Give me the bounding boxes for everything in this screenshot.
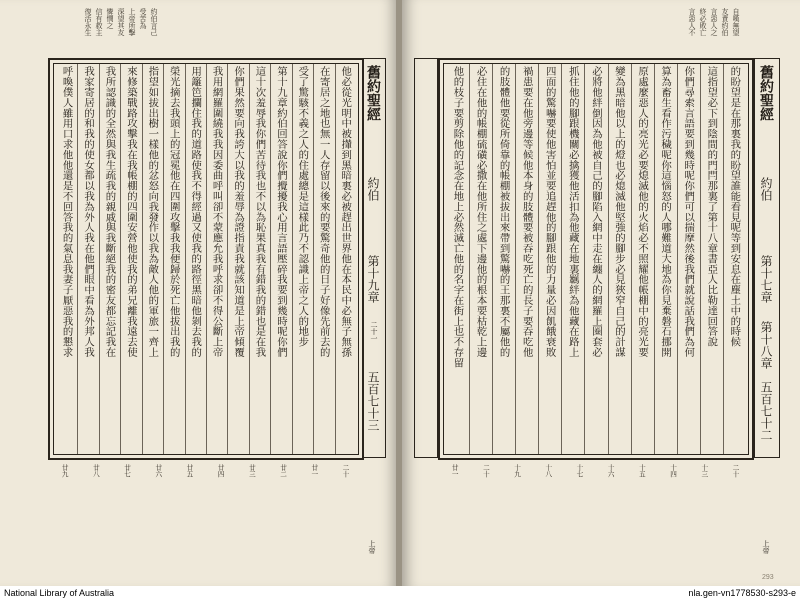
left-reference-label: 廿五 bbox=[184, 464, 193, 478]
right-text-column: 必將他絆倒因為他被自己的腳陷入網中走在纏人的網羅上圈套必 bbox=[589, 66, 602, 358]
right-text-column: 算為畜生看作污穢呢你這惱怒的人哪難道大地為你見棄磐石挪開 bbox=[659, 66, 672, 358]
right-reference-rows bbox=[438, 462, 750, 572]
left-reference-label: 二十 bbox=[340, 464, 349, 478]
left-column-rule bbox=[270, 64, 271, 454]
right-reference-label: 十四 bbox=[668, 464, 677, 478]
left-text-column: 我用網羅圍繞我我因委曲呼叫卻不蒙應允我呼求卻不得公斷上帝 bbox=[210, 66, 223, 358]
left-column-rule bbox=[227, 64, 228, 454]
left-reference-label: 廿八 bbox=[91, 464, 100, 478]
left-reference-label: 廿六 bbox=[153, 464, 162, 478]
right-book-name: 約伯 bbox=[759, 177, 773, 201]
left-bottom-mark: 上帝 bbox=[368, 540, 376, 554]
left-text-column: 用籬笆攔住我的道路使我不得經過又使我的路徑黑暗他剝去我的 bbox=[189, 66, 202, 358]
left-reference-rows bbox=[48, 462, 360, 572]
left-chapter-sub: 二十一 bbox=[370, 321, 378, 342]
right-column-rule bbox=[700, 64, 701, 454]
left-chapter: 第十九章 bbox=[366, 255, 380, 303]
left-reference-label: 廿一 bbox=[309, 464, 318, 478]
left-column-rule bbox=[313, 64, 314, 454]
left-header-note: 上帝所擊 bbox=[128, 8, 136, 36]
right-reference-label: 十七 bbox=[574, 464, 583, 478]
left-book-name: 約伯 bbox=[366, 177, 380, 201]
right-column-rule bbox=[677, 64, 678, 454]
left-header-note: 憐憫之 bbox=[106, 8, 114, 29]
left-text-column: 你們果然要向我誇大以我的羞辱為證指責我就該知道是上帝傾覆 bbox=[232, 66, 245, 358]
right-header-note: 終必敗亡 bbox=[699, 8, 707, 36]
right-header-note: 自嘆無望 bbox=[732, 8, 740, 36]
page-stamp: 293 bbox=[762, 574, 774, 581]
left-columns bbox=[56, 64, 356, 454]
right-reference-label: 廿一 bbox=[450, 464, 459, 478]
right-header-note: 友責約伯 bbox=[721, 8, 729, 36]
right-text-column: 抓住他的腳跟機關必擒獲他活扣為他藏在地裏羈絆為他藏在路上 bbox=[566, 66, 579, 358]
left-column-rule bbox=[77, 64, 78, 454]
right-column-rule bbox=[469, 64, 470, 454]
right-text-column: 四面的驚嚇要使他害怕並要追趕他的腳跟他的力量必因飢餓衰敗 bbox=[543, 66, 556, 358]
right-side-strip bbox=[754, 58, 780, 458]
left-header-note: 受苦為 bbox=[139, 8, 147, 29]
left-text-column: 受了驚駭不義之人的住處總是這樣此乃不認識上帝之人的地步 bbox=[296, 66, 309, 347]
right-reference-label: 十九 bbox=[512, 464, 521, 478]
left-side-strip bbox=[362, 58, 386, 458]
right-text-frame bbox=[438, 58, 754, 460]
right-running-head: 舊約聖經 bbox=[758, 65, 774, 121]
right-reference-label: 十三 bbox=[699, 464, 708, 478]
left-header-note: 復活永生 bbox=[84, 8, 92, 36]
right-chapter-a: 第十七章 bbox=[759, 255, 773, 303]
right-reference-label: 十五 bbox=[637, 464, 646, 478]
left-reference-label: 廿四 bbox=[216, 464, 225, 478]
left-column-rule bbox=[206, 64, 207, 454]
left-text-column: 在寄居之地也無一人存留以後來的要驚奇他的日子好像先前去的 bbox=[317, 66, 330, 358]
footer-bar bbox=[0, 586, 800, 600]
footer-identifier: nla.gen-vn1778530-s293-e bbox=[688, 588, 796, 598]
right-column-rule bbox=[515, 64, 516, 454]
left-page bbox=[0, 0, 398, 586]
left-page-number: 五百七十三 bbox=[366, 371, 380, 431]
right-reference-label: 二十 bbox=[481, 464, 490, 478]
right-chapter-b: 第十八章 bbox=[759, 321, 773, 369]
right-text-column: 原處麼惡人的亮光必要熄滅他的火焰必不照耀他帳棚中的亮光要 bbox=[636, 66, 649, 358]
right-text-column: 這指望必下到陰間的門閂那裏了第十八章書亞人比勒達回答說 bbox=[705, 66, 718, 347]
left-text-column: 這十次羞辱我你們苦待我也不以為恥果真我有錯我的錯也是在我 bbox=[253, 66, 266, 358]
right-column-rule bbox=[654, 64, 655, 454]
left-column-rule bbox=[163, 64, 164, 454]
right-column-rule bbox=[608, 64, 609, 454]
right-reference-label: 十六 bbox=[606, 464, 615, 478]
left-text-column: 他必從光明中被攆到黑暗裏必被趕出世界他在本民中必無子無孫 bbox=[339, 66, 352, 358]
right-text-column: 你們尋索言語要到幾時呢你們可以揣摩然後我們就說話我們為何 bbox=[682, 66, 695, 358]
right-side-strip-outer bbox=[414, 58, 438, 458]
left-reference-label: 廿三 bbox=[247, 464, 256, 478]
right-page-number: 五百七十二 bbox=[759, 381, 773, 441]
left-text-column: 第十九章約伯回答說你們攪擾我心用言語壓碎我要到幾時呢你們 bbox=[274, 66, 287, 358]
right-header-note: 言惡人之 bbox=[710, 8, 718, 36]
right-reference-label: 二十 bbox=[730, 464, 739, 478]
right-reference-label: 十八 bbox=[543, 464, 552, 478]
right-text-column: 變為黑暗他以上的燈也必熄滅他堅強的腳步必見狹窄自己的計謀 bbox=[612, 66, 625, 358]
left-column-rule bbox=[120, 64, 121, 454]
left-column-rule bbox=[249, 64, 250, 454]
right-text-column: 他的枝子要剪除他的記念在地上必然滅亡他的名字在街上也不存留 bbox=[451, 66, 464, 368]
right-column-rule bbox=[723, 64, 724, 454]
left-column-rule bbox=[185, 64, 186, 454]
right-column-rule bbox=[561, 64, 562, 454]
left-column-rule bbox=[292, 64, 293, 454]
left-header-note: 約伯言己 bbox=[150, 8, 158, 36]
right-column-rule bbox=[538, 64, 539, 454]
left-reference-label: 廿九 bbox=[60, 464, 69, 478]
right-column-rule bbox=[492, 64, 493, 454]
right-columns bbox=[446, 64, 746, 454]
left-header-note: 深望其友 bbox=[117, 8, 125, 36]
left-text-frame bbox=[48, 58, 364, 460]
left-column-rule bbox=[99, 64, 100, 454]
left-text-column: 指望如拔出樹一樣他的忿怒向我發作以我為敵人他的軍旅一齊上 bbox=[146, 66, 159, 358]
left-running-head: 舊約聖經 bbox=[365, 65, 381, 121]
left-reference-label: 廿二 bbox=[278, 464, 287, 478]
right-text-column: 的肢體他要從所倚靠的帳棚被拔出來帶到驚嚇的王那裏不屬他的 bbox=[497, 66, 510, 358]
right-text-column: 必住在他的帳棚硫磺必撒在他所住之處下邊他的根本要枯乾上邊 bbox=[474, 66, 487, 358]
right-column-rule bbox=[584, 64, 585, 454]
left-text-column: 呼喚僕人雖用口求他他還是不回答我的氣息我妻子厭惡我的懇求 bbox=[60, 66, 73, 358]
right-bottom-mark: 上帝 bbox=[762, 540, 770, 554]
left-column-rule bbox=[142, 64, 143, 454]
right-page bbox=[402, 0, 800, 586]
left-text-column: 我家寄居的和我的使女都以我為外人我在他們眼中看為外邦人我 bbox=[82, 66, 95, 358]
right-text-column: 禍患要在他旁邊等候他本身的肢體要被吞吃死亡的長子要吞吃他 bbox=[520, 66, 533, 358]
left-text-column: 來修築戰路攻擊我在我帳棚的四圍安營他使我的弟兄離我遠去使 bbox=[124, 66, 137, 358]
left-reference-label: 廿七 bbox=[122, 464, 131, 478]
right-header-note: 言惡人不 bbox=[688, 8, 696, 36]
right-column-rule bbox=[631, 64, 632, 454]
left-column-rule bbox=[335, 64, 336, 454]
right-text-column: 的盼望是在那裏我的盼望誰能看見呢等到安息在塵土中的時候 bbox=[728, 66, 741, 347]
left-text-column: 我所認識的全然與我生疏我的親戚與我斷絕我的密友都忘記我在 bbox=[103, 66, 116, 358]
footer-library: National Library of Australia bbox=[4, 588, 115, 598]
left-text-column: 榮光摘去我頭上的冠冕他在四圍攻擊我我便歸於死亡他拔出我的 bbox=[167, 66, 180, 358]
left-header-note: 信有救主 bbox=[95, 8, 103, 36]
